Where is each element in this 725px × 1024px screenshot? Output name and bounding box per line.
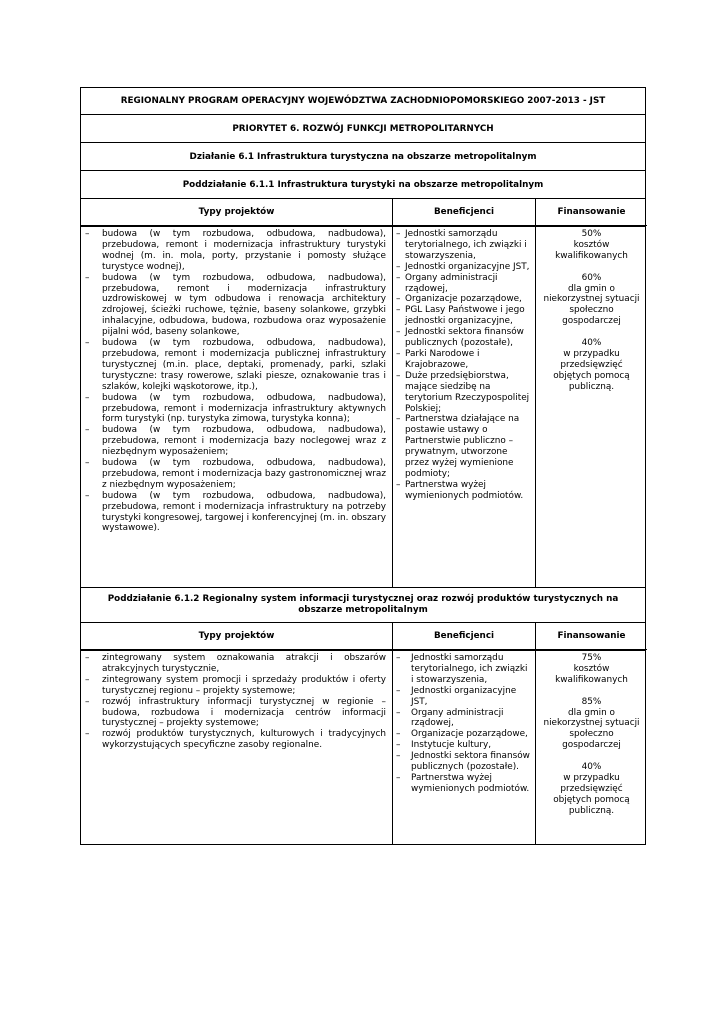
submeasure-1-header-row [80,198,646,226]
financing-rate: 60% dla gmin o niekorzystnej sytuacji społeczno gospodarczej [543,272,640,327]
column-header-beneficiaries: Beneficjenci [392,199,535,226]
financing-rate: 50% kosztów kwalifikowanych [555,229,628,261]
beneficiary-item: – Jednostki organizacyjne JST, [396,686,532,708]
program-table [80,87,646,845]
beneficiaries-cell [392,651,535,844]
beneficiary-item: – Duże przedsiębiorstwa, mające siedzibę na terytorium Rzeczypospolitej Polskiej; [396,371,532,415]
project-item: – budowa (w tym rozbudowa, odbudowa, nadbudowa), przebudowa, remont i modernizacja bazy gastronomicznej wraz z niezbędnym wyposażeniem; [85,458,386,491]
measure-title: Działanie 6.1 Infrastruktura turystyczna na obszarze metropolitalnym [80,142,646,170]
submeasure-2-title: Poddziałanie 6.1.2 Regionalny system informacji turystycznej oraz rozwój produktów turystycznych na obszarze metropolitalnym [80,587,646,622]
submeasure-1-content-row [80,226,646,587]
project-item: – zintegrowany system promocji i sprzedaży produktów i oferty turystycznej regionu – projekty systemowe; [85,675,386,697]
beneficiary-item: – Partnerstwa działające na postawie ustawy o Partnerstwie publiczno – prywatnym, utworzone przez wyżej wymienione podmioty; [396,414,532,479]
financing-rate: 85% dla gmin o niekorzystnej sytuacji społeczno gospodarczej [543,696,640,751]
project-item: – budowa (w tym rozbudowa, odbudowa, nadbudowa), przebudowa, remont i modernizacja infrastruktury uzdrowiskowej w tym odbudowa i renowacja architektury zdrojowej, ścieżki ruchowe, tężnie, baseny solankowe, grzybki inhalacyjne, odbudowa, budowa, rozbudowa oraz wyposażenie pijalni wód, baseny solankowe, [85,273,386,338]
project-types-cell [81,227,392,587]
project-item: – zintegrowany system oznakowania atrakcji i obszarów atrakcyjnych turystycznie, [85,653,386,675]
beneficiary-item: – Partnerstwa wyżej wymienionych podmiotów. [396,773,532,795]
beneficiary-item: – Partnerstwa wyżej wymienionych podmiotów. [396,480,532,502]
beneficiary-item: – Jednostki samorządu terytorialnego, ich związki i stowarzyszenia, [396,229,532,262]
project-item: – budowa (w tym rozbudowa, odbudowa, nadbudowa), przebudowa, remont i modernizacja bazy noclegowej wraz z niezbędnym wyposażeniem; [85,425,386,458]
financing-rate: 40% w przypadku przedsięwzięć objętych pomocą publiczną. [553,762,630,816]
beneficiary-item: – Jednostki sektora finansów publicznych (pozostałe). [396,751,532,773]
beneficiary-item: – Jednostki sektora finansów publicznych (pozostałe), [396,327,532,349]
project-item: – rozwój infrastruktury informacji turystycznej w regionie – budowa, rozbudowa i modernizacja centrów informacji turystycznej – projekty systemowe; [85,697,386,730]
project-item: – budowa (w tym rozbudowa, odbudowa, nadbudowa), przebudowa, remont i modernizacja infrastruktury na potrzeby turystyki kongresowej, targowej i konferencyjnej (m. in. obszary wystawowe). [85,491,386,535]
beneficiary-item: – PGL Lasy Państwowe i jego jednostki organizacyjne, [396,305,532,327]
project-item: – budowa (w tym rozbudowa, odbudowa, nadbudowa), przebudowa, remont i modernizacja infrastruktury turystyki wodnej (m. in. mola, porty, przystanie i pomosty służące turystyce wodnej), [85,229,386,273]
column-header-financing: Finansowanie [535,623,647,650]
beneficiary-item: – Organizacje pozarządowe, [396,729,532,740]
beneficiary-item: – Jednostki organizacyjne JST, [396,262,532,273]
beneficiary-item: – Organy administracji rządowej, [396,273,532,295]
project-item: – budowa (w tym rozbudowa, odbudowa, nadbudowa), przebudowa, remont i modernizacja publicznej infrastruktury turystycznej (m.in. place, deptaki, promenady, parki, szlaki turystyczne: trasy rowerowe, szlaki piesze, oznakowanie tras i szlaków, kolejki wąskotorowe, itp.), [85,338,386,393]
column-header-projects: Typy projektów [81,199,392,226]
program-title: REGIONALNY PROGRAM OPERACYJNY WOJEWÓDZTWA ZACHODNIOPOMORSKIEGO 2007-2013 - JST [80,87,646,114]
beneficiary-item: – Organy administracji rządowej, [396,708,532,730]
beneficiary-item: – Organizacje pozarządowe, [396,294,532,305]
financing-cell [535,651,647,844]
beneficiary-item: – Parki Narodowe i Krajobrazowe, [396,349,532,371]
beneficiary-item: – Instytucje kultury, [396,740,532,751]
beneficiary-item: – Jednostki samorządu terytorialnego, ich związki i stowarzyszenia, [396,653,532,686]
project-item: – rozwój produktów turystycznych, kulturowych i tradycyjnych wykorzystujących specyficzne zasoby regionalne. [85,729,386,751]
project-types-cell [81,651,392,844]
financing-rate: 40% w przypadku przedsięwzięć objętych pomocą publiczną. [553,338,630,392]
column-header-projects: Typy projektów [81,623,392,650]
column-header-financing: Finansowanie [535,199,647,226]
financing-cell [535,227,647,587]
submeasure-1-title: Poddziałanie 6.1.1 Infrastruktura turystyki na obszarze metropolitalnym [80,170,646,198]
financing-rate: 75% kosztów kwalifikowanych [555,653,628,685]
priority-title: PRIORYTET 6. ROZWÓJ FUNKCJI METROPOLITARNYCH [80,114,646,142]
project-item: – budowa (w tym rozbudowa, odbudowa, nadbudowa), przebudowa, remont i modernizacja infrastruktury aktywnych form turystyki (np. turystyka zimowa, turystyka konna); [85,393,386,426]
column-header-beneficiaries: Beneficjenci [392,623,535,650]
submeasure-2-header-row [80,622,646,650]
submeasure-2-content-row [80,650,646,845]
beneficiaries-cell [392,227,535,587]
